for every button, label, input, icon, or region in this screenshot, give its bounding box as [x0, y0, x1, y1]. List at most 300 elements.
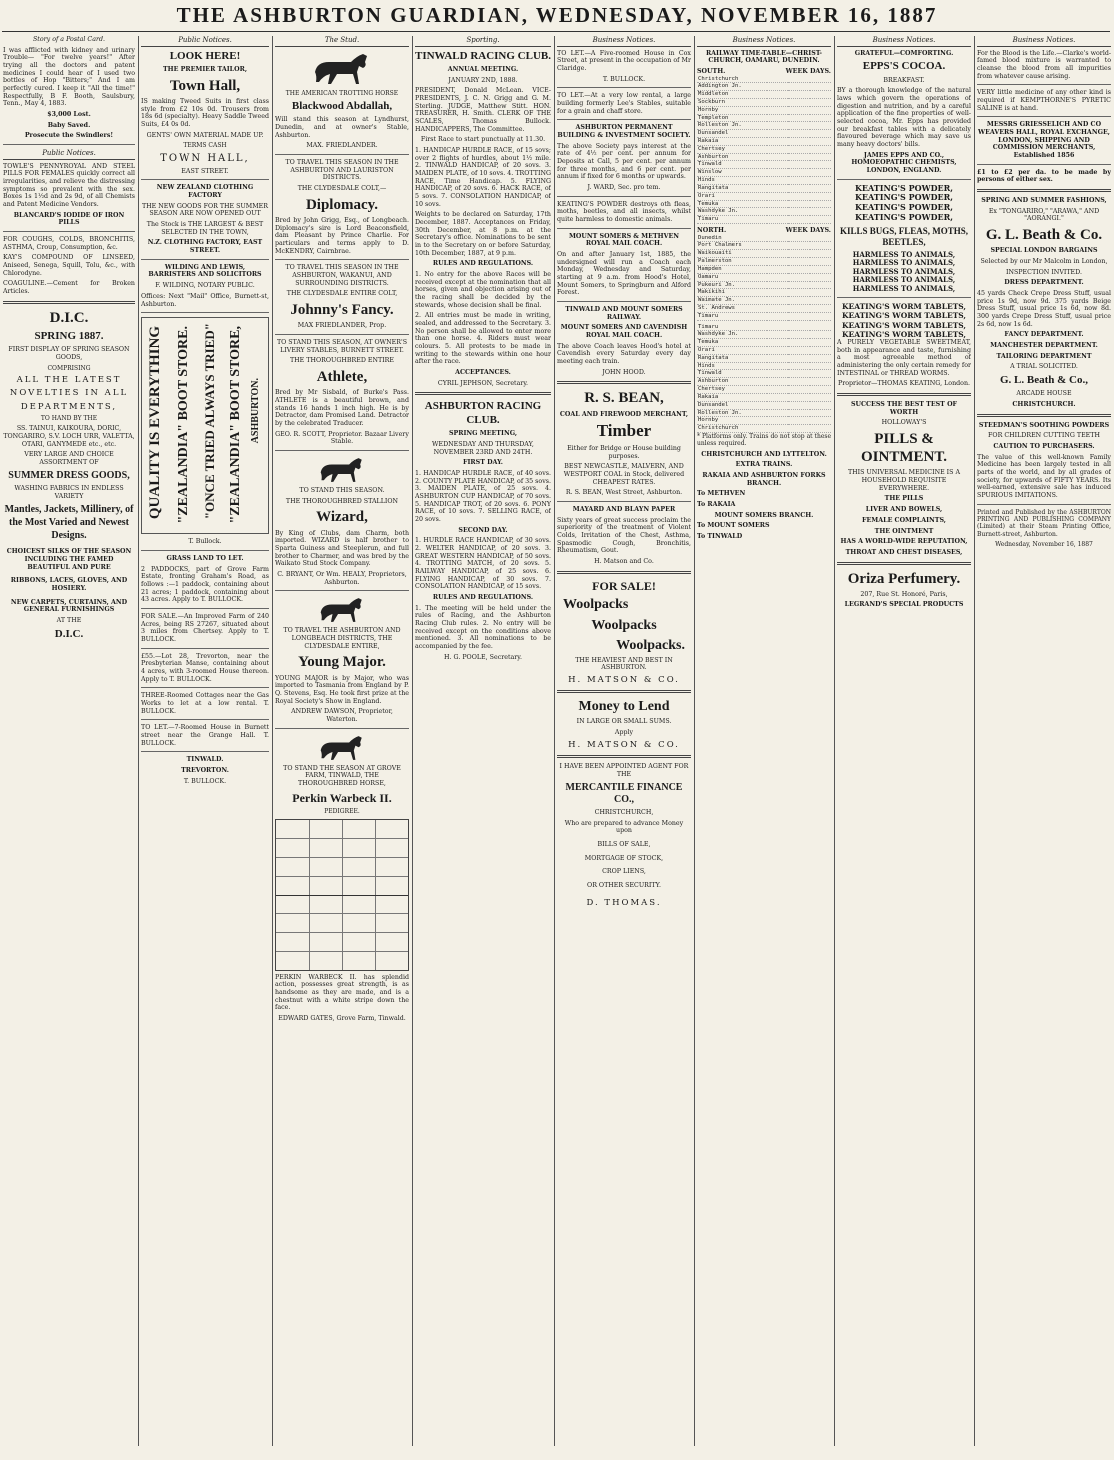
reward-heading: $3,000 Lost.: [47, 111, 91, 119]
station-name: Dunedin: [697, 235, 767, 242]
station-name: Dunsandel: [697, 401, 767, 409]
acceptances-heading: ACCEPTANCES.: [455, 369, 511, 377]
newcastle-coal: BEST NEWCASTLE, MALVERN, AND WESTPORT COAL in Stock, delivered CHEAPEST RATES.: [563, 463, 685, 486]
wizard: Wizard,: [316, 509, 368, 526]
mount-somers-branch: MOUNT SOMERS BRANCH.: [714, 511, 814, 519]
south-timetable: [697, 76, 831, 224]
station-name: Orari: [697, 347, 767, 355]
timetable-row: [697, 378, 831, 386]
selected-by: Selected by our Mr Malcolm in London,: [980, 257, 1108, 265]
timetable-row: [697, 324, 831, 331]
horse-engraving-icon: [314, 733, 370, 763]
coaguline-ad: COAGULINE.—Cement for Broken Articles.: [3, 280, 135, 295]
dic-title: D.I.C.: [49, 309, 89, 326]
timber-title: Timber: [596, 421, 652, 441]
station-name: Hampden: [697, 265, 767, 273]
departments: DEPARTMENTS,: [20, 401, 118, 412]
johnnys-fancy: Johnny's Fancy.: [290, 301, 394, 318]
at-the: AT THE: [56, 617, 82, 625]
bills-of-sale: BILLS OF SALE,: [597, 840, 651, 848]
timetable-row: [697, 273, 831, 281]
premier-tailor: THE PREMIER TAILOR,: [162, 65, 248, 73]
james-epps: JAMES EPPS AND CO., HOMOEOPATHIC CHEMISTS, LONDON, ENGLAND.: [851, 151, 957, 174]
sporting-header: Sporting.: [415, 36, 551, 47]
fancy-department: FANCY DEPARTMENT.: [1004, 331, 1084, 339]
station-name: Rangitata: [697, 354, 767, 362]
timetable-row: [697, 312, 831, 320]
stock-text: The Stock is THE LARGEST & BEST SELECTED IN THE TOWN,: [146, 221, 264, 236]
masthead-rule: [2, 31, 1110, 32]
station-name: Ashburton: [697, 378, 767, 386]
athlete-owner: GEO. R. SCOTT, Proprietor. Bazaar Livery Stable.: [275, 430, 409, 446]
spring-dates: WEDNESDAY AND THURSDAY, NOVEMBER 23RD AND 24TH.: [432, 440, 534, 456]
terms-cash: TERMS CASH: [183, 142, 227, 150]
horse-engraving-icon: [314, 455, 370, 485]
column-7: [837, 36, 971, 1446]
business-notices-header-2: Business Notices.: [697, 36, 831, 47]
apply: Apply: [614, 729, 634, 737]
ashburton-racing-club: ASHBURTON RACING CLUB.: [424, 400, 542, 426]
for-sale: FOR SALE!: [592, 578, 656, 593]
timetable-row: [697, 370, 831, 378]
quality-everything: QUALITY IS EVERYTHING: [147, 326, 163, 520]
station-name: Waimate Jn.: [697, 297, 767, 305]
worm-tablets-line: KEATING'S WORM TABLETS,: [841, 320, 967, 330]
clydesdale-colt: THE CLYDESDALE COLT,—: [297, 184, 387, 192]
once-tried: "ONCE TRIED ALWAYS TRIED": [202, 323, 217, 520]
zealandia-boot-store-ad: [141, 317, 269, 534]
kays-ad: KAY'S COMPOUND OF LINSEED, Aniseed, Senega, Squill, Tolu, &c., with Chlorodyne.: [3, 254, 135, 277]
wilding-lewis: WILDING AND LEWIS, BARRISTERS AND SOLICITORS: [148, 263, 262, 279]
station-name: Sockburn: [697, 98, 767, 106]
mount-coach: MOUNT SOMERS AND CAVENDISH ROYAL MAIL COACH.: [560, 324, 688, 340]
club-officers: PRESIDENT, Donald McLean. VICE-PRESIDENTS, J. C. N. Grigg and G. M. Sterling. JUDGE, Matthew Stitt. HON. TREASURER, H. Smith. CLERK OF THE SCALES, Thomas Bullock. HANDICAPPERS, The Committee.: [415, 87, 551, 133]
station-name: Makikihi: [697, 289, 767, 297]
timetable-row: [697, 235, 831, 242]
mount-coach-text: The above Coach leaves Hood's hotel at Cavendish every Saturday every day meeting each train.: [557, 342, 691, 366]
gents-material: GENTS' OWN MATERIAL MADE UP.: [146, 131, 264, 139]
stand-season: TO STAND THIS SEASON.: [299, 486, 385, 494]
timetable-row: [697, 83, 831, 91]
timetable-row: [697, 161, 831, 169]
station-name: Rolleston Jn.: [697, 409, 767, 417]
station-name: Chertsey: [697, 145, 767, 153]
nz-factory-address: N.Z. CLOTHING FACTORY, EAST STREET.: [147, 239, 263, 255]
story-text: I was afflicted with kidney and urinary Trouble— "For twelve years!" After trying all the doctors and patent medicines I could hear of I used two bottles of Hop "Bitters;" And I am perfectly cured. I keep it "All the time!" Respectfully, B F. Booth, Saulsbury, Tenn., May 4, 1883.: [3, 46, 135, 108]
keating-powder-line: KEATING'S POWDER,: [854, 182, 954, 193]
column-2: [141, 36, 269, 1446]
success-worth: SUCCESS THE BEST TEST OF WORTH: [850, 400, 958, 416]
blackwood-owner: MAX. FRIEDLANDER.: [306, 142, 378, 150]
timetable-row: [697, 339, 831, 347]
column-3: [275, 36, 409, 1446]
travel-lauriston: TO TRAVEL THIS SEASON IN THE ASHBURTON AND LAURISTON DISTRICTS.: [285, 158, 399, 182]
blancard-heading: BLANCARD'S IODIDE OF IRON PILLS: [13, 211, 125, 227]
mercantile-finance: MERCANTILE FINANCE CO.,: [565, 781, 683, 805]
woolpacks-2: Woolpacks: [591, 617, 657, 633]
keating-powder-line: KEATING'S POWDER,: [854, 202, 954, 213]
ashburton-vertical: ASHBURTON.: [250, 378, 261, 444]
station-name: Hinds: [697, 177, 767, 185]
timetable-row: [697, 153, 831, 161]
zealandia-boot-store-2: "ZEALANDIA" BOOT STORE,: [228, 326, 243, 524]
timetable-row: [697, 331, 831, 339]
f-wilding: F. WILDING, NOTARY PUBLIC.: [155, 282, 255, 290]
race-programme-detail: Weights to be declared on Saturday, 17th December, 1887. Acceptances on Friday, 30th December, at 8 p.m. at the Secretary's office. Nominations to be sent in to the Secretary on or before Saturday, 10th December, 1887, at 9 p.m.: [415, 211, 551, 257]
column-divider: [138, 36, 139, 1446]
tailoring-department: TAILORING DEPARTMENT: [996, 352, 1092, 360]
rules-2-text: 1. The meeting will be held under the rules of Racing, and the Ashburton Racing Club rules. 2. No entry will be received except on the conditions above mentioned. 3. All nominations to be accompanied by the fee.: [415, 604, 551, 651]
money-to-lend: Money to Lend: [578, 699, 670, 715]
spring-summer-fashions: SPRING AND SUMMER FASHIONS,: [981, 196, 1107, 204]
first-race: First Race to start punctually at 11.30.: [420, 136, 546, 144]
athlete: Athlete,: [316, 368, 368, 385]
extra-trains: EXTRA TRAINS.: [735, 461, 793, 469]
station-name: Hornby: [697, 417, 767, 425]
trevorton-heading: TREVORTON.: [181, 766, 229, 774]
worm-tablets-line: KEATING'S WORM TABLETS,: [841, 302, 967, 312]
station-name: Christchurch: [697, 425, 767, 433]
bullock-end: T. BULLOCK.: [183, 777, 227, 785]
publication-date: Wednesday, November 16, 1887: [995, 541, 1093, 549]
coach-text: On and after January 1st, 1885, the undersigned will run a Coach each Monday, Wednesday and Saturday, starting at 9 a.m. from Hood's Hotel, Mount Somers, to Springburn and Alford Forest.: [557, 250, 691, 297]
to-let-cox-street: TO LET.—A Five-roomed House in Cox Street, at present in the occupation of Mr Claridge.: [557, 49, 691, 72]
diplomacy-text: Bred by John Grigg, Esq., of Longbeach. Diplomacy's sire is Lord Beaconsfield, dam Pleasant by Prince Charlie. For particulars and terms apply to D. McKENDRY, Cairnbrae.: [275, 216, 409, 255]
keating-ad: KEATING'S POWDER destroys oth fleas, moths, beetles, and all insects, whilst quite harmless to domestic animals.: [557, 200, 691, 223]
burnett-house-ad: TO LET.—7-Roomed House in Burnett street near the Grange Hall. T. BULLOCK.: [141, 724, 269, 747]
large-small-sums: IN LARGE OR SMALL SUMS.: [576, 718, 672, 726]
children-teeth: FOR CHILDREN CUTTING TEETH: [988, 432, 1100, 440]
column-divider: [974, 36, 975, 1446]
race-programme: 1. HANDICAP HURDLE RACE, of 15 sovs; over 2 flights of hurdles, about 1½ mile. 2. TINWALD HANDICAP, of 20 sovs. 3. MAIDEN PLATE, of 10 sovs. 4. TROTTING RACE, Time Handicap. 5. FLYING HANDICAP, of 20 sovs. 6. HACK RACE, of 5 sovs. 7. CONSOLATION HANDICAP, of 10 sovs.: [415, 146, 551, 208]
rules-detail: 2. All entries must be made in writing, sealed, and addressed to the Secretary. 3. No person shall be allowed to enter more than one horse. 4. Riders must wear colours. 5. All protests to be made in writing to the stewards within one hour after the race.: [415, 312, 551, 366]
station-name: Pukeuri Jn.: [697, 281, 767, 289]
trevorton-lot-ad: £55.—Lot 28, Trevorton, near the Presbyterian Manse, containing about 4 acres, with 3-roomed House thereon. Apply to T. BULLOCK.: [141, 652, 269, 683]
beath-title-2: G. L. Beath & Co.,: [1000, 373, 1088, 386]
town-hall: Town Hall,: [169, 77, 241, 94]
station-name: Waikouaiti: [697, 250, 767, 258]
timetable-row: [697, 425, 831, 433]
tinwald-racing-club: TINWALD RACING CLUB.: [415, 49, 551, 62]
holloways: HOLLOWAY'S: [881, 419, 927, 427]
carpets: NEW CARPETS, CURTAINS, AND GENERAL FURNISHINGS: [10, 598, 128, 614]
timetable-row: [697, 184, 831, 192]
timetable-row: [697, 354, 831, 362]
woolpacks-1: Woolpacks: [563, 597, 629, 613]
worm-tablets-line: KEATING'S WORM TABLETS,: [841, 329, 967, 339]
timetable-row: [697, 347, 831, 355]
world-wide: HAS A WORLD-WIDE REPUTATION,: [840, 538, 968, 546]
station-name: Hornby: [697, 106, 767, 114]
timetable-row: [697, 265, 831, 273]
business-notices-header: Business Notices.: [557, 36, 691, 47]
rakaia-branch: RAKAIA AND ASHBURTON FORKS BRANCH.: [702, 471, 826, 487]
ships-2: Ex "TONGARIRO," "ARAWA," AND "AORANGI.": [988, 207, 1100, 223]
thoroughbred-entire: THE THOROUGHBRED ENTIRE: [289, 357, 395, 365]
second-day-races: 1. HURDLE RACE HANDICAP, of 30 sovs. 2. WELTER HANDICAP, of 20 sovs. 3. GREAT WESTERN HANDICAP, of 50 sovs. 4. TROTTING MATCH, of 20 sovs. 5. RAILWAY HANDICAP, of 25 sovs. 6. FLYING HANDICAP, of 30 sovs. 7. CONSOLATION HANDICAP, of 15 sovs.: [415, 537, 551, 591]
column-divider: [412, 36, 413, 1446]
station-name: Timaru: [697, 324, 767, 331]
travel-longbeach: TO TRAVEL THE ASHBURTON AND LONGBEACH DISTRICTS, THE CLYDESDALE ENTIRE,: [283, 627, 401, 650]
column-divider: [834, 36, 835, 1446]
first-day: FIRST DAY.: [463, 459, 503, 467]
station-name: Hinds: [697, 362, 767, 370]
station-name: Washdyke Jn.: [697, 208, 767, 216]
liver-bowels: LIVER AND BOWELS,: [865, 506, 943, 514]
travel-wakanui: TO TRAVEL THIS SEASON IN THE ASHBURTON, WAKANUI, AND SURROUNDING DISTRICTS.: [285, 264, 399, 287]
ward-secretary: J. WARD, Sec. pro tem.: [587, 183, 661, 191]
tinwald-heading: TINWALD.: [186, 756, 224, 764]
cyril-jephson: CYRIL JEPHSON, Secretary.: [437, 379, 529, 387]
farm-for-sale-ad: FOR SALE.—An Improved Farm of 240 Acres, being RS 27267, situated about 3 miles from Chertsey. Apply to T. BULLOCK.: [141, 612, 269, 643]
column-1: [3, 36, 135, 1446]
breakfast: BREAKFAST.: [883, 76, 925, 84]
harmless-line: HARMLESS TO ANIMALS,: [852, 249, 956, 259]
week-days-label-2: WEEK DAYS.: [785, 226, 831, 234]
station-name: Oamaru: [697, 273, 767, 281]
inspection-invited: INSPECTION INVITED.: [1006, 268, 1082, 276]
john-hood: JOHN HOOD.: [602, 368, 646, 376]
mantles: Mantles, Jackets, Millinery, of the Most Varied and Newest Designs.: [4, 504, 134, 542]
comprising: COMPRISING: [47, 364, 91, 372]
summer-dress-goods: SUMMER DRESS GOODS,: [8, 469, 130, 481]
grass-land: GRASS LAND TO LET.: [166, 554, 244, 562]
bullock-sign: T. Bullock.: [188, 538, 222, 546]
mayard-paper: MAYARD AND BLAYN PAPER: [572, 506, 676, 514]
to-let-stables: TO LET.—At a very low rental, a large building formerly Lee's Stables, suitable for a grain and chaff store.: [557, 92, 691, 115]
timetable-row: [697, 409, 831, 417]
trotting-horse: THE AMERICAN TROTTING HORSE: [285, 89, 399, 97]
to-mount-somers: To MOUNT SOMERS: [697, 522, 770, 530]
novelties: NOVELTIES IN ALL: [9, 388, 129, 399]
station-name: St. Andrews: [697, 304, 767, 312]
harmless-list: [837, 251, 971, 294]
other-security: OR OTHER SECURITY.: [587, 881, 661, 889]
oriza-perfumery: Oriza Perfumery.: [847, 570, 961, 587]
timetable-row: [697, 98, 831, 106]
timetable-row: [697, 177, 831, 185]
station-name: Middleton: [697, 91, 767, 99]
second-day: SECOND DAY.: [458, 526, 508, 534]
timetable-row: [697, 386, 831, 394]
business-notices-header-3: Business Notices.: [837, 36, 971, 47]
dic-footer: D.I.C.: [54, 627, 84, 640]
blackwood-text: Will stand this season at Lyndhurst, Dunedin, and at owner's Stable, Ashburton.: [275, 116, 409, 139]
heaviest-best: THE HEAVIEST AND BEST IN ASHBURTON.: [575, 656, 673, 672]
worm-tablets-list: [837, 302, 971, 339]
keating-powder-list: [837, 184, 971, 223]
cottages-ad: THREE-Roomed Cottages near the Gas Works to let at a low rental. T. BULLOCK.: [141, 692, 269, 715]
legrand-products: LEGRAND'S SPECIAL PRODUCTS: [844, 601, 964, 609]
north-timetable-2: [697, 324, 831, 433]
story-title: Story of a Postal Card.: [32, 36, 105, 43]
matson-co-small: H. Matson and Co.: [594, 558, 654, 566]
arcade-house: ARCADE HOUSE: [1016, 390, 1072, 398]
prosecute-heading: Prosecute the Swindlers!: [24, 132, 114, 140]
timetable-row: [697, 258, 831, 266]
timetable-row: [697, 304, 831, 312]
timetable-row: [697, 297, 831, 305]
all-the-latest: ALL THE LATEST: [16, 375, 122, 386]
column-divider: [554, 36, 555, 1446]
young-major: Young Major.: [298, 654, 386, 671]
business-notices-header-4: Business Notices.: [977, 36, 1111, 47]
young-major-text: YOUNG MAJOR is by Major, who was imported to Tasmania from England by P. Q. Stevens, Esq. He took first prize at the Royal Society's Show in England.: [275, 674, 409, 705]
station-name: Chertsey: [697, 386, 767, 394]
johnny-owner: MAX FRIEDLANDER, Prop.: [297, 322, 387, 330]
timetable-row: [697, 91, 831, 99]
perkin-text: PERKIN WARBECK II. has splendid action, possesses great strength, is as handsome as they are made, and is a chestnut with a white stripe down the face.: [275, 973, 409, 1012]
public-notices-header: Public Notices.: [141, 36, 269, 47]
horse-engraving-icon: [307, 50, 377, 88]
week-days-label: WEEK DAYS.: [785, 67, 831, 75]
worm-text: A PURELY VEGETABLE SWEETMEAT, both in appearance and taste, furnishing a most agreeable method of administering the only certain remedy for INTESTINAL or THREAD WORMS.: [837, 338, 971, 377]
throat-chest: THROAT AND CHEST DISEASES,: [845, 548, 963, 556]
stand-livery: TO STAND THIS SEASON, AT OWNER'S LIVERY STABLES, BURNETT STREET.: [276, 338, 408, 354]
cocoa-text: BY a thorough knowledge of the natural laws which govern the operations of digestion and nutrition, and by a careful application of the fine properties of well-selected cocoa, Mr. Epps has provided our breakfast tables with a delicately flavoured beverage which may save us many heavy doctors' bills.: [837, 87, 971, 148]
station-name: Rangitata: [697, 184, 767, 192]
rules-text: 1. No entry for the above Races will be received except at the nomination that all horses, given and objection arising out of the racing shall be decided by the stewards, whose decision shall be final.: [415, 271, 551, 309]
wilding-offices: Offices: Next "Mail" Office, Burnett-st, Ashburton.: [141, 292, 269, 308]
trial-solicited: A TRIAL SOLICITED.: [1010, 363, 1078, 371]
epps-cocoa: EPPS'S COCOA.: [862, 60, 946, 73]
caution: CAUTION TO PURCHASERS.: [993, 443, 1095, 451]
station-name: Timaru: [697, 312, 767, 320]
bean-address: R. S. BEAN, West Street, Ashburton.: [565, 489, 683, 497]
thoroughbred-stallion: THE THOROUGHBRED STALLION: [285, 497, 399, 505]
timetable-row: [697, 393, 831, 401]
station-name: Ashburton: [697, 153, 767, 161]
timetable-row: [697, 250, 831, 258]
station-name: Temuka: [697, 339, 767, 347]
to-tinwald: To TINWALD: [697, 532, 743, 540]
harmless-line: HARMLESS TO ANIMALS,: [852, 258, 956, 268]
mount-somers-coach: MOUNT SOMERS & METHVEN ROYAL MAIL COACH.: [568, 232, 680, 248]
meeting-date: JANUARY 2ND, 1888.: [448, 76, 518, 84]
timetable-row: [697, 138, 831, 146]
suits-text: IS making Tweed Suits in first class style from £2 10s 0d. Trousers from 18s 6d (specialty). Heavy Saddle Tweed Suits, £4 0s 0d.: [141, 97, 269, 128]
spring-meeting: SPRING MEETING,: [448, 430, 518, 438]
tinwald-railway: TINWALD AND MOUNT SOMERS RAILWAY.: [565, 306, 683, 321]
to-hand: TO HAND BY THE: [40, 415, 98, 423]
towle-pills-ad: TOWLE'S PENNYROYAL AND STEEL PILLS FOR FEMALES quickly correct all irregularities, and relieve the distressing symptoms so prevalent with the sex. Boxes 1s 1½d and 2s 9d, of all Chemists and Patent Medicine Vendors.: [3, 162, 135, 208]
matson-1: H. MATSON & CO.: [568, 675, 680, 686]
new-goods: THE NEW GOODS FOR THE SUMMER SEASON ARE NOW OPENED OUT: [141, 202, 268, 218]
station-name: Orari: [697, 192, 767, 200]
stand-grove-farm: TO STAND THE SEASON AT GROVE FARM, TINWALD, THE THOROUGHBRED HORSE,: [283, 764, 401, 787]
the-pills: THE PILLS: [884, 495, 924, 503]
station-name: Dunsandel: [697, 130, 767, 138]
steedman: STEEDMAN'S SOOTHING POWDERS: [978, 421, 1110, 429]
athlete-text: Bred by Mr Sisbald, of Burke's Pass. ATHLETE is a beautiful brown, and stands 16 hands 1 inch high. He is by Detractor, dam Promised Land. Detractor by the celebrated Traducer.: [275, 389, 409, 427]
east-street: EAST STREET.: [181, 167, 229, 175]
timetable-row: [697, 76, 831, 83]
newspaper-title: THE ASHBURTON GUARDIAN, WEDNESDAY, NOVEMBER 16, 1887: [176, 3, 938, 27]
appointed-agent: I HAVE BEEN APPOINTED AGENT FOR THE: [559, 763, 689, 778]
oriza-address: 207, Rue St. Honoré, Paris,: [860, 590, 948, 598]
d-thomas: D. THOMAS.: [586, 897, 662, 908]
town-hall-2: TOWN HALL,: [160, 152, 250, 164]
ribbons: RIBBONS, LACES, GLOVES, AND HOSIERY.: [10, 577, 128, 592]
building-society: ASHBURTON PERMANENT BUILDING & INVESTMENT SOCIETY.: [557, 124, 691, 139]
south-label: SOUTH.: [697, 67, 726, 75]
manchester-department: MANCHESTER DEPARTMENT.: [990, 341, 1098, 349]
look-here: LOOK HERE!: [169, 49, 241, 62]
pedigree-table: [275, 819, 409, 971]
station-name: Rakaia: [697, 393, 767, 401]
beath-title: G. L. Beath & Co.: [985, 226, 1103, 243]
masthead: [0, 0, 1114, 34]
matson-2: H. MATSON & CO.: [568, 739, 680, 750]
christchurch-2: CHRISTCHURCH.: [1012, 401, 1076, 409]
thomas-keating: Proprietor—THOMAS KEATING, London.: [837, 380, 971, 388]
station-name: Temuka: [697, 200, 767, 208]
timetable-row: [697, 200, 831, 208]
first-display: FIRST DISPLAY OF SPRING SEASON GOODS,: [8, 346, 130, 362]
rules-2: RULES AND REGULATIONS.: [432, 594, 534, 602]
timetable-row: [697, 145, 831, 153]
clydesdale-entire: THE CLYDESDALE ENTIRE COLT,: [286, 290, 398, 298]
column-divider: [272, 36, 273, 1446]
society-text: The above Society pays interest at the rate of 4½ per cent. per annum for Deposits at Call, 5 per cent. per annum for three months, and 6 per cent. per annum if fixed for 6 months or upwards.: [557, 142, 691, 181]
timetable-row: [697, 362, 831, 370]
dress-department: DRESS DEPARTMENT.: [1004, 279, 1084, 287]
station-name: Templeton: [697, 114, 767, 122]
rules-heading: RULES AND REGULATIONS.: [432, 260, 534, 268]
pills-ointment: PILLS & OINTMENT.: [861, 430, 947, 466]
universal-medicine: THIS UNIVERSAL MEDICINE IS A HOUSEHOLD REQUISITE EVERYWHERE.: [847, 469, 961, 492]
perkin-warbeck: Perkin Warbeck II.: [292, 790, 392, 805]
station-name: Washdyke Jn.: [697, 331, 767, 339]
stud-header: The Stud.: [275, 36, 409, 47]
keating-powder-line: KEATING'S POWDER,: [854, 211, 954, 222]
station-name: Christchurch: [697, 76, 767, 83]
very-large: VERY LARGE AND CHOICE ASSORTMENT OF: [24, 451, 114, 467]
station-name: Tinwald: [697, 370, 767, 378]
choicest-silks: CHOICEST SILKS OF THE SEASON INCLUDING THE FAMED BEAUTIFUL AND PURE: [6, 548, 132, 571]
column-6: [697, 36, 831, 1446]
harmless-line: HARMLESS TO ANIMALS,: [852, 283, 956, 293]
one-pound-day: £1 to £2 per da. to be made by persons of either sex.: [977, 168, 1111, 184]
railway-timetable-title: RAILWAY TIME-TABLE—CHRIST-CHURCH, OAMARU, DUNEDIN.: [705, 49, 823, 65]
timetable-row: [697, 192, 831, 200]
woolpacks-3: Woolpacks.: [616, 637, 685, 653]
grateful-comforting: GRATEFUL—COMFORTING.: [854, 49, 954, 57]
wizard-text: By King of Clubs, dam Charm, both imported. WIZARD is half brother to Sparta Guiness and Steeplerun, and full brother to Charmer, and was bred by the Waikato Stud Stock Company.: [275, 529, 409, 568]
horse-engraving-icon: [314, 595, 370, 625]
public-notices-header: Public Notices.: [3, 149, 135, 160]
station-name: Port Chalmers: [697, 242, 767, 250]
diplomacy: Diplomacy.: [305, 196, 379, 213]
pyretic-saline: VERY little medicine of any other kind is required if KEMPTHORNE'S PYRETIC SALINE is at hand.: [977, 89, 1111, 112]
pedigree-label: PEDIGREE.: [324, 808, 360, 816]
spring-1887: SPRING 1887.: [34, 329, 104, 342]
annual-meeting: ANNUAL MEETING.: [447, 65, 519, 73]
timetable-row: [697, 401, 831, 409]
keating-powder-line: KEATING'S POWDER,: [854, 192, 954, 203]
mayard-text: Sixty years of great success proclaim the superiority of the treatment of Violent Colds, Irritation of the Chest, Asthma, Spasmodic Cough, Bronchitis, Rheumatism, Gout.: [557, 516, 691, 555]
paddocks-ad: 2 PADDOCKS, part of Grove Farm Estate, fronting Graham's Road, as follows :—1 paddock, containing about 21 acres; 1 paddock, containing about 43 acres. Apply to T. BULLOCK.: [141, 565, 269, 604]
harmless-line: HARMLESS TO ANIMALS,: [852, 275, 956, 285]
coughs-ad: FOR COUGHS, COLDS, BRONCHITIS, ASTHMA, Croup, Consumption, &c.: [3, 235, 135, 251]
timetable-row: [697, 242, 831, 250]
timetable-row: [697, 289, 831, 297]
timetable-row: [697, 208, 831, 216]
timetable-row: [697, 417, 831, 425]
baby-saved-heading: Baby Saved.: [47, 121, 91, 129]
north-timetable: [697, 235, 831, 321]
clarke-blood: For the Blood is the Life.—Clarke's world-famed blood mixture is warranted to cleanse the blood from all impurities from whatever cause arising.: [977, 49, 1111, 80]
